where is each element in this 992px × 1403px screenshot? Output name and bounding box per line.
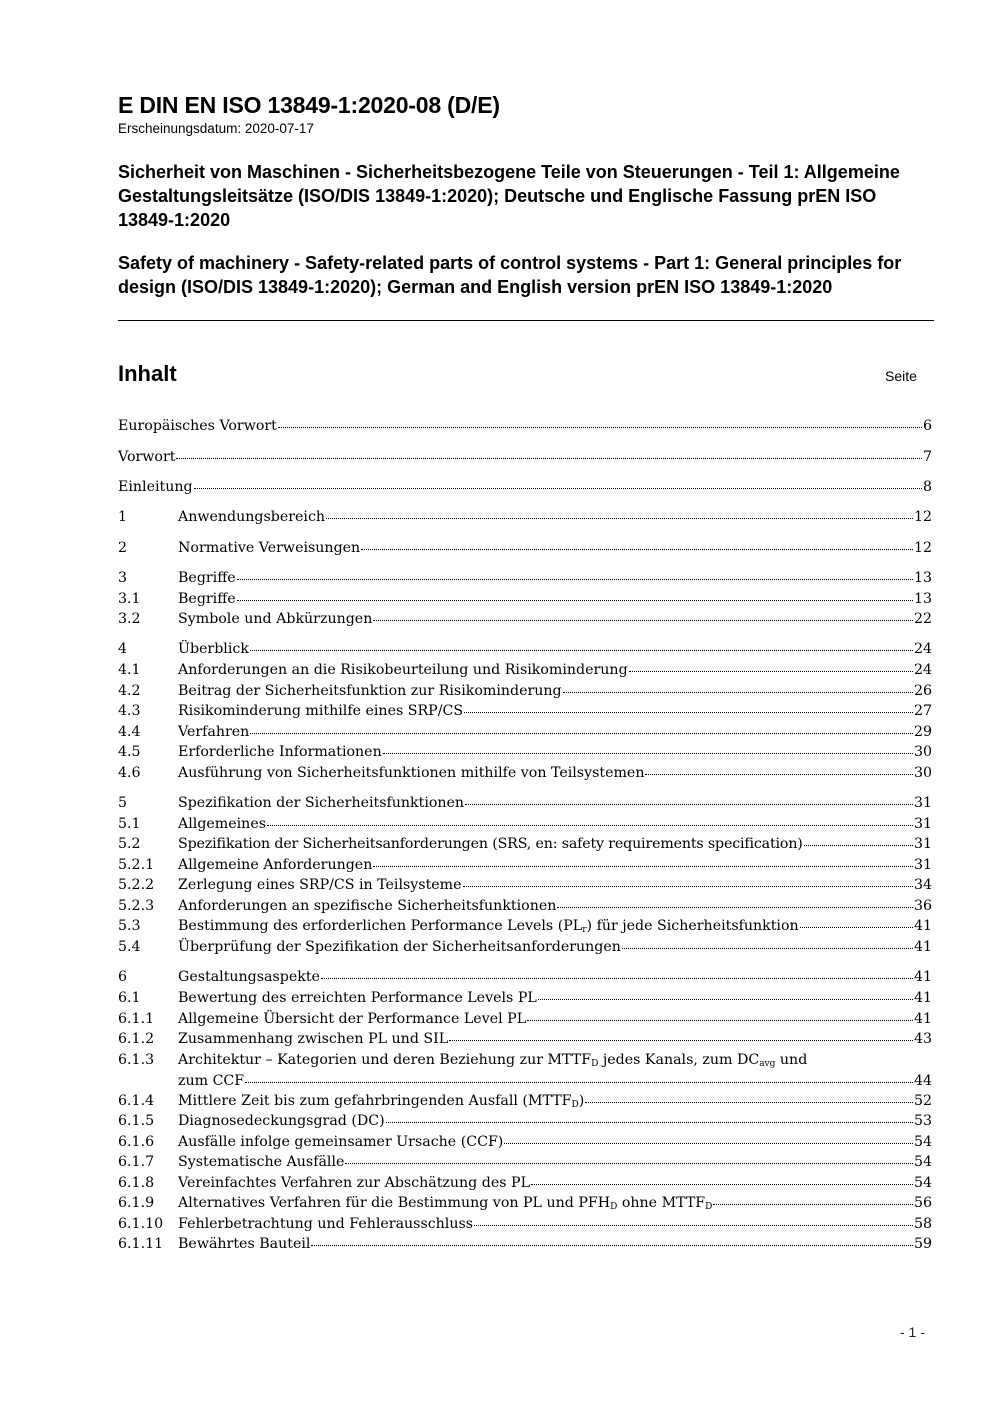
toc-leader-dots [237,579,913,580]
toc-leader-dots [373,620,913,621]
toc-entry[interactable] [118,509,932,529]
toc-page: 29 [913,724,932,740]
toc-page: 31 [913,816,932,832]
toc-page: 26 [913,683,932,699]
toc-entry[interactable] [118,1031,932,1051]
toc-title: Überblick [178,641,249,657]
toc-title-part: jedes Kanals, zum DC [598,1052,760,1068]
toc-page: 30 [913,765,932,781]
toc-entry[interactable] [118,1236,932,1256]
toc-entry[interactable] [118,540,932,560]
toc-title-part: Alternatives Verfahren für die Bestimmung von PL und PFH [178,1195,611,1211]
toc-page: 8 [922,479,932,495]
publication-date: Erscheinungsdatum: 2020-07-17 [118,121,314,136]
toc-leader-dots [531,1184,913,1185]
toc-title-subscript: D [705,1202,713,1212]
toc-leader-dots [194,488,922,489]
toc-leader-dots [449,1040,913,1041]
toc-title-part: ohne MTTF [617,1195,706,1211]
toc-number: 6.1.3 [118,1052,155,1068]
toc-title: Überprüfung der Spezifikation der Sicherheitsanforderungen [178,939,621,955]
toc-page: 41 [913,990,932,1006]
toc-entry[interactable] [118,611,932,631]
toc-entry[interactable] [118,1216,932,1236]
toc-number: 3.1 [118,591,141,607]
toc-title: Allgemeine Anforderungen [178,857,373,873]
toc-title: Beitrag der Sicherheitsfunktion zur Risikominderung [178,683,562,699]
toc-entry[interactable] [118,591,932,611]
toc-page: 54 [913,1134,932,1150]
toc-leader-dots [321,978,913,979]
title-english: Safety of machinery - Safety-related parts of control systems - Part 1: General principles for design (ISO/DIS 13849-1:2020); German and English version prEN ISO 13849-1:2020 [118,253,902,297]
toc-page: 44 [913,1073,932,1089]
toc-number: 6.1.6 [118,1134,155,1150]
toc-entry[interactable] [118,969,932,989]
toc-entry[interactable] [118,918,932,938]
toc-leader-dots [538,999,913,1000]
toc-entry[interactable] [118,479,932,499]
toc-number: 3.2 [118,611,141,627]
toc-number: 6.1.1 [118,1011,155,1027]
toc-entry[interactable] [118,449,932,469]
toc-number: 6.1.10 [118,1216,164,1232]
toc-leader-dots [250,733,913,734]
toc-number: 4.2 [118,683,141,699]
toc-leader-dots [250,650,913,651]
toc-number: 4.6 [118,765,141,781]
toc-page: 6 [922,418,932,434]
toc-page: 53 [913,1113,932,1129]
toc-leader-dots [645,774,912,775]
toc-entry[interactable] [118,1052,932,1093]
toc-title-subscript: D [610,1202,618,1212]
toc-leader-dots [176,458,922,459]
toc-page: 54 [913,1154,932,1170]
toc-title: Begriffe [178,570,236,586]
toc-number: 4.4 [118,724,141,740]
toc-entry[interactable] [118,1134,932,1154]
toc-title-part: Mittlere Zeit bis zum gefahrbringenden Ausfall (MTTF [178,1093,572,1109]
toc-leader-dots [563,692,913,693]
toc-title: Anwendungsbereich [178,509,326,525]
toc-title: Anforderungen an die Risikobeurteilung und Risikominderung [178,662,628,678]
toc-number: 6.1.9 [118,1195,155,1211]
toc-number: 6 [118,969,128,985]
toc-title: Gestaltungsaspekte [178,969,320,985]
toc-title-subscript: avg [759,1059,776,1069]
toc-entry[interactable] [118,836,932,856]
toc-page: 30 [913,744,932,760]
toc-title: Bewertung des erreichten Performance Levels PL [178,990,537,1006]
toc-number: 6.1.2 [118,1031,155,1047]
toc-entry[interactable] [118,1011,932,1031]
toc-page: 31 [913,857,932,873]
toc-leader-dots [463,886,913,887]
toc-heading: Inhalt [118,361,177,386]
toc-entry[interactable] [118,724,932,744]
toc-leader-dots [361,549,913,550]
toc-entry[interactable] [118,795,932,815]
toc-title: Risikominderung mithilfe eines SRP/CS [178,703,464,719]
toc-entry[interactable] [118,1113,932,1133]
toc-number: 4 [118,641,128,657]
toc-title-continued: zum CCF [178,1073,245,1089]
toc-title: Allgemeines [178,816,266,832]
toc-entry[interactable] [118,570,932,590]
toc-leader-dots [474,1225,913,1226]
toc-title-part: ) [578,1093,585,1109]
toc-page: 54 [913,1175,932,1191]
toc-entry[interactable] [118,857,932,877]
toc-number: 4.1 [118,662,141,678]
toc-leader-dots [629,671,913,672]
toc-number: 6.1.7 [118,1154,155,1170]
toc-page: 24 [913,641,932,657]
toc-leader-dots [373,866,913,867]
toc-title: Begriffe [178,591,236,607]
toc-leader-dots [504,1143,913,1144]
toc-number: 4.5 [118,744,141,760]
toc-page: 12 [913,509,932,525]
toc-title: Normative Verweisungen [178,540,361,556]
toc-leader-dots [465,804,913,805]
document-id: E DIN EN ISO 13849-1:2020-08 (D/E) [118,92,500,118]
toc-number: 3 [118,570,128,586]
toc-title: Vorwort [118,449,176,465]
toc-page: 59 [913,1236,932,1252]
toc-title: Ausführung von Sicherheitsfunktionen mithilfe von Teilsystemen [178,765,645,781]
toc-page: 24 [913,662,932,678]
toc-title-line [178,1073,932,1093]
toc-number: 6.1.4 [118,1093,155,1109]
toc-leader-dots [622,948,913,949]
toc-title: Spezifikation der Sicherheitsfunktionen [178,795,465,811]
toc-number: 5.2.3 [118,898,155,914]
toc-entry[interactable] [118,703,932,723]
toc-entry[interactable] [118,418,932,438]
toc-leader-dots [464,712,913,713]
toc-number: 4.3 [118,703,141,719]
toc-page: 7 [922,449,932,465]
toc-leader-dots [527,1020,913,1021]
toc-title: Erforderliche Informationen [178,744,382,760]
toc-title [178,1052,807,1069]
header-divider [118,320,934,321]
toc-number: 5 [118,795,128,811]
toc-title: Verfahren [178,724,250,740]
toc-title: Europäisches Vorwort [118,418,277,434]
toc-page: 52 [913,1093,932,1109]
toc-number: 6.1.5 [118,1113,155,1129]
toc-number: 5.4 [118,939,141,955]
title-german: Sicherheit von Maschinen - Sicherheitsbezogene Teile von Steuerungen - Teil 1: Allgemeine Gestaltungsleitsätze (ISO/DIS 13849-1:2020); Deutsche und Englische Fassung prEN ISO 13849-1:2020 [118,162,900,230]
toc-title: Diagnosedeckungsgrad (DC) [178,1113,385,1129]
toc-number: 5.2 [118,836,141,852]
toc-leader-dots [386,1122,913,1123]
toc-leader-dots [713,1204,913,1205]
toc-title [178,918,799,935]
toc-entry[interactable] [118,765,932,785]
toc-page: 41 [913,918,932,934]
toc-number: 5.2.2 [118,877,155,893]
toc-number: 5.3 [118,918,141,934]
toc-page: 27 [913,703,932,719]
page-number: - 1 - [900,1324,925,1340]
toc-entry[interactable] [118,816,932,836]
toc-number: 6.1.11 [118,1236,164,1252]
toc-leader-dots [237,600,913,601]
toc-title: Systematische Ausfälle [178,1154,345,1170]
toc-page: 22 [913,611,932,627]
toc-leader-dots [245,1082,913,1083]
toc-title: Bewährtes Bauteil [178,1236,311,1252]
toc-entry[interactable] [118,877,932,897]
toc-title-subscript: r [582,925,587,935]
toc-page: 41 [913,969,932,985]
toc-leader-dots [800,927,913,928]
toc-title [178,1195,712,1212]
toc-page: 34 [913,877,932,893]
toc-entry[interactable] [118,683,932,703]
toc-leader-dots [326,518,913,519]
toc-title: Einleitung [118,479,193,495]
toc-title: Symbole und Abkürzungen [178,611,373,627]
toc-entry[interactable] [118,990,932,1010]
toc-leader-dots [557,907,913,908]
toc-leader-dots [278,427,922,428]
toc-leader-dots [585,1102,913,1103]
toc-number: 5.1 [118,816,141,832]
toc-page-column-label: Seite [885,368,917,384]
toc-title-part: Bestimmung des erforderlichen Performance Levels (PL [178,918,583,934]
toc-leader-dots [804,845,913,846]
toc-page: 12 [913,540,932,556]
toc-title: Anforderungen an spezifische Sicherheitsfunktionen [178,898,557,914]
toc-number: 2 [118,540,128,556]
toc-entry[interactable] [118,1093,932,1113]
toc-entry[interactable] [118,939,932,959]
toc-title: Zerlegung eines SRP/CS in Teilsysteme [178,877,462,893]
toc-entry[interactable] [118,1154,932,1174]
toc-title-part: und [775,1052,808,1068]
toc-entry[interactable] [118,744,932,764]
toc-title: Ausfälle infolge gemeinsamer Ursache (CCF) [178,1134,504,1150]
toc-number: 6.1 [118,990,141,1006]
toc-page: 56 [913,1195,932,1211]
toc-title: Allgemeine Übersicht der Performance Level PL [178,1011,527,1027]
toc-entry[interactable] [118,662,932,682]
toc-leader-dots [267,825,913,826]
toc-title: Fehlerbetrachtung und Fehlerausschluss [178,1216,474,1232]
toc-leader-dots [345,1163,913,1164]
toc-entry[interactable] [118,1175,932,1195]
toc-leader-dots [383,753,913,754]
toc-page: 36 [913,898,932,914]
toc-entry[interactable] [118,641,932,661]
toc-page: 13 [913,570,932,586]
toc-number: 1 [118,509,128,525]
toc-title-subscript: D [591,1059,599,1069]
toc-page: 43 [913,1031,932,1047]
toc-page: 31 [913,795,932,811]
toc-leader-dots [311,1245,913,1246]
toc-title-part: ) für jede Sicherheitsfunktion [586,918,799,934]
toc-entry[interactable] [118,1195,932,1215]
toc-title: Zusammenhang zwischen PL und SIL [178,1031,449,1047]
toc-title-part: Architektur – Kategorien und deren Beziehung zur MTTF [178,1052,592,1068]
toc-title-subscript: D [571,1100,579,1110]
toc-page: 13 [913,591,932,607]
toc-page: 58 [913,1216,932,1232]
toc-title: Vereinfachtes Verfahren zur Abschätzung des PL [178,1175,530,1191]
toc-title: Spezifikation der Sicherheitsanforderungen (SRS, en: safety requirements specification) [178,836,803,852]
toc-page: 41 [913,1011,932,1027]
toc-title [178,1093,584,1110]
toc-number: 5.2.1 [118,857,155,873]
toc-title-line [178,1052,932,1072]
toc-page: 31 [913,836,932,852]
toc-number: 6.1.8 [118,1175,155,1191]
toc-entry[interactable] [118,898,932,918]
toc-page: 41 [913,939,932,955]
